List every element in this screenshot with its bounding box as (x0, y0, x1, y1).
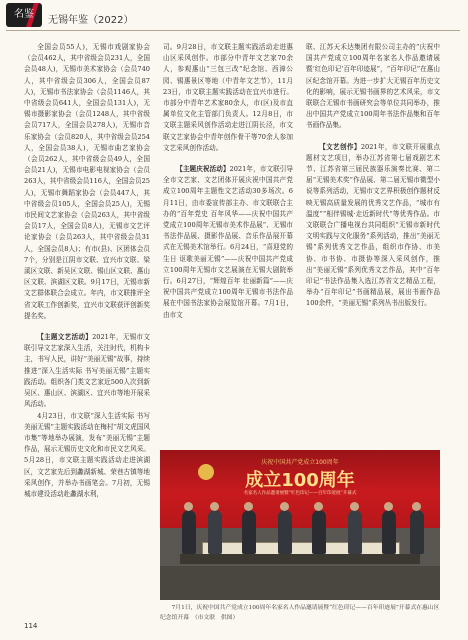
section-celebration-activities (163, 164, 293, 321)
banner-title: 成立100周年 (245, 470, 355, 491)
person-head (184, 502, 193, 511)
section-body: 2021年，市文联开展重点题材文艺项目，举办江苏省第七届戏剧艺术节、江苏省第三届民族器乐演奏比赛、第二届“无锡美术奖”作品展、第二届无锡市微型小说等系列活动，无锡市文艺界积极创作题材反映无锡高质量发展的优秀文艺作品，“城市有温度”“相伴锡城·走近新时代”等优秀作品。市文联联合广播电视台共同组织“无锡市新时代文明实践与文化服务”系列活动，推出“美丽无锡”系列优秀文艺作品，组织市作协、市美协、市书协、市摄协等深入采风创作，推出“美丽无锡”系列优秀文艺作品，其中“百年印记”书法作品集入选江苏省文艺精品工程，举办“百年印记”书画精品展，展出书画作品100余件，“美丽无锡”系列丛书出版发行。 (306, 142, 441, 308)
person-head (314, 502, 323, 511)
text-column-1 (24, 42, 150, 500)
photo-caption (160, 603, 440, 623)
section-body: 2021年，无锡市文联引导文艺家深入生活，关注时代，机构卡主，书写人民，讲好“美丽无锡”故事，持续推进“深入生活实际 书写美丽无锡”主题实践活动。组织各门类文艺家近500人次到新吴区、惠山区、滨湖区、宜兴市等地开展采风活动。 (24, 333, 150, 409)
banner-subtitle: 庆祝中国共产党成立100周年 (261, 459, 339, 466)
person-figure (348, 510, 362, 554)
person-figure (208, 510, 222, 554)
section-heading: 【文艺创作】 (319, 142, 361, 151)
person-figure (242, 510, 256, 554)
yearbook-logo (6, 3, 42, 27)
person-figure (312, 510, 326, 554)
person-figure (182, 510, 196, 554)
photo-floor (160, 566, 440, 600)
page-number: 114 (24, 622, 38, 630)
person-head (210, 502, 219, 511)
running-title: 无锡年鉴（2022） (48, 15, 134, 26)
text-column-3 (306, 42, 440, 310)
person-head (412, 502, 421, 511)
column1-paragraph: 全国会员55人)，无锡市戏剧家协会（会员462人，其中省级会员231人，全国会员48人)，无锡市美术家协会（会员740人，其中省级会员306人，全国会员87人)，无锡市书法家协会（会员1146人，其中省级会员641人，全国会员131人)，无锡市摄影家协会（会员1248人，其中省级会员717人，全国会员278人)，无锡市音乐家协会（会员820人，其中省级会员254人，全国会员38人)，无锡市曲艺家协会（会员262人，其中省级会员49人，全国会员21人)，无锡市电影电视家协会（会员263人，其中省级会员116人，全国会员25人)，无锡市舞蹈家协会（会员447人，其中省级会员105人，全国会员25人)，无锡市民间文艺家协会（会员263人，其中省级会员17人，全国会员8人)，无锡市文艺评论家协会（会员263人，其中省级会员31人，全国会员8人)；有市(县)、区团体会员7个，分别是江阴市文联、宜兴市文联、梁溪区文联、新吴区文联、锡山区文联、惠山区文联、滨湖区文联。9月17日，无锡市新文艺群体联合会成立。年内，市文联推评全省文联工作创新奖，宜兴市文联获评创新奖提名奖。 (24, 43, 150, 320)
section-body: 2021年，市文联引导全市文艺家、文艺团体开展庆祝中国共产党成立100周年主题性文艺活动30多场次。6月11日，由市委宣传部主办、市文联联合主办的“百年党史 百年风华——庆祝中国共产党成立100周年无锡市美术作品展”、无锡市书法作品展、摄影作品展、音乐作品展开幕式在无锡美术馆举行。6月24日，“喜迎党的生日 讴歌美丽无锡”——庆祝中国共产党成立100周年无锡市文艺展演在无锡大剧院举行。6月27日，“辉煌百年 壮丽新篇”——庆祝中国共产党成立100周年无锡市书法作品展在中国书法家协会展览馆开幕。7月1日，由市文 (163, 165, 294, 319)
caption-text: 7月1日，庆祝中国共产党成立100周年名家名人作品邀请展暨“红色印记——百年印迹展”开幕式在惠山区纪念馆开幕 （市文联 供图） (160, 605, 440, 621)
person-figure (410, 510, 424, 554)
person-head (350, 502, 359, 511)
section-literary-creation (306, 142, 440, 310)
banner-caption: 名家名人作品邀请展暨“红色印记——百年印迹展”开幕式 (243, 491, 357, 496)
column2-paragraph: 司。9月28日，市文联主题实践活动走进惠山区采风创作。市部分中青年文艺家70余人，参观惠山“三包三改”纪念馆、西漳公园、锡惠景区等地（中青年文艺节），11月23日，市文联主题实践活动在宜兴市进行。市部分中青年艺术家80余人，市(区)及市直属单位文化主管部门负责人。12月8日，市文联主题采风创作活动走进江阴长泾，市文联文艺家协会中青年创作骨干等70余人参加文艺采风创作活动。 (163, 43, 293, 152)
header-rule (6, 30, 460, 31)
section-heading: 【主题文艺活动】 (37, 333, 93, 342)
person-head (244, 502, 253, 511)
page-header (0, 0, 468, 30)
section-theme-activities (24, 332, 150, 410)
event-photo (160, 450, 440, 600)
person-head (280, 502, 289, 511)
person-head (384, 502, 393, 511)
person-figure (278, 510, 292, 554)
section-paragraph: 4月23日，市文联“深入生活实际 书写美丽无锡”主题实践活动在梅村“胡文虎国风市集”等地举办展演，发布“美丽无锡”主题作品，展示无锡历史文化和市民文艺风采。5月28日，市文联主题实践活动走进滨湖区，文艺家先后到蠡湖新城、荣巷古镇等地采风创作，并举办书画笔会。7月初，无锡城市建设活动赴蠡湖水利， (24, 411, 150, 498)
column3-paragraph: 联、江苏天禾达集团有限公司主办的“庆祝中国共产党成立100周年名家名人作品邀请展暨‘红色印记’百年印迹展”，“百年印记”在惠山区纪念馆开幕。为进一步扩大无锡百年历史文化的影响，展示无锡书画界的艺术风采，市文联联合无锡市书画研究会等单位共同举办，推出中国共产党成立100周年书法作品集和百年书画作品集。 (306, 43, 440, 130)
text-column-2 (163, 42, 293, 321)
logo-text: 名鉴 (14, 9, 34, 20)
display-table (180, 554, 420, 564)
person-figure (382, 510, 396, 554)
photo-red-banner (160, 450, 440, 528)
section-heading: 【主题庆祝活动】 (176, 165, 230, 174)
